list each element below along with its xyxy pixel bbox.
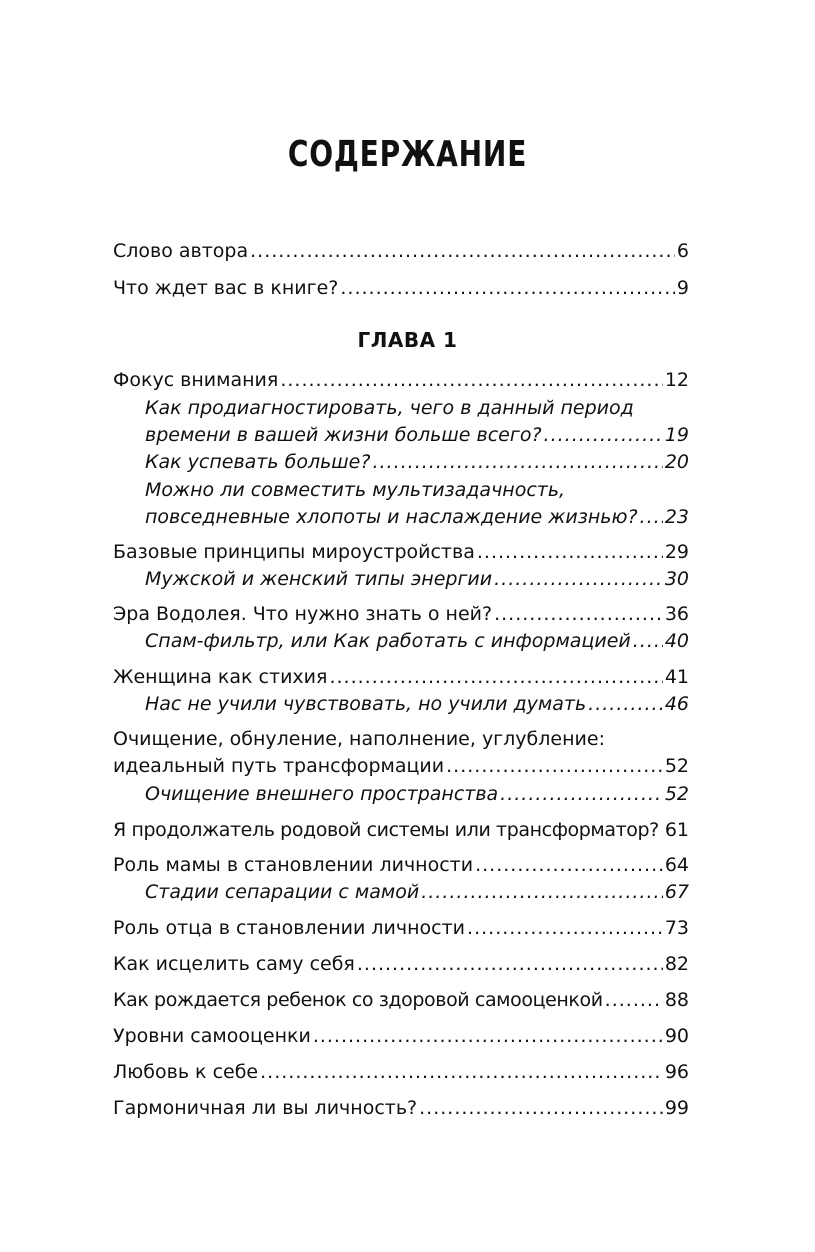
- dot-leader: [260, 1059, 663, 1086]
- entry-page: 52: [664, 755, 689, 777]
- entry-title: Спам-фильтр, или Как работать с информацией: [145, 630, 631, 652]
- dot-leader: [494, 601, 663, 628]
- entry-page: 46: [664, 693, 689, 715]
- entry-page: 82: [664, 953, 689, 975]
- dot-leader: [633, 628, 663, 655]
- entry-page: 30: [664, 568, 689, 590]
- entry-title: времени в вашей жизни больше всего?: [145, 424, 542, 446]
- dot-leader: [605, 987, 663, 1014]
- entry-title: Мужской и женский типы энергии: [145, 568, 493, 590]
- dot-leader: [329, 664, 662, 691]
- toc-entry[interactable]: [113, 601, 689, 628]
- entry-page: 64: [664, 854, 689, 876]
- entry-title: Женщина как стихия: [113, 666, 328, 688]
- toc-entry[interactable]: [113, 1059, 689, 1086]
- entry-title: идеальный путь трансформации: [113, 755, 445, 777]
- dot-leader: [494, 566, 663, 593]
- entry-title: Стадии сепарации с мамой: [145, 881, 420, 903]
- entry-title: Фокус внимания: [113, 369, 279, 391]
- dot-leader: [467, 915, 663, 942]
- toc-entry[interactable]: [113, 987, 689, 1014]
- toc-entry[interactable]: [113, 1023, 689, 1050]
- entry-page: 23: [664, 506, 689, 528]
- toc-subentry[interactable]: [145, 781, 689, 808]
- entry-page: 12: [664, 369, 689, 391]
- entry-title: Как успевать больше?: [145, 451, 371, 473]
- dot-leader: [475, 852, 663, 879]
- entry-page: 96: [664, 1061, 689, 1083]
- dot-leader: [544, 422, 663, 449]
- entry-page: 90: [664, 1025, 689, 1047]
- entry-title: Гармоничная ли вы личность?: [113, 1097, 418, 1119]
- toc-entry[interactable]: [113, 238, 689, 265]
- entry-title: Роль мамы в становлении личности: [113, 854, 474, 876]
- toc-entry[interactable]: [113, 951, 689, 978]
- dot-leader: [500, 781, 663, 808]
- toc-entry[interactable]: [113, 1095, 689, 1122]
- dot-leader: [640, 504, 663, 531]
- toc-entry[interactable]: [113, 275, 689, 302]
- toc-entry[interactable]: [113, 726, 689, 780]
- entry-title: Роль отца в становлении личности: [113, 917, 466, 939]
- entry-page: 61: [664, 819, 689, 841]
- entry-title: повседневные хлопоты и наслаждение жизнью?: [145, 506, 638, 528]
- dot-leader: [477, 539, 663, 566]
- entry-title: Базовые принципы мироустройства: [113, 541, 475, 563]
- toc-entry[interactable]: [113, 817, 689, 844]
- toc-subentry[interactable]: [145, 395, 689, 449]
- entry-page: 73: [664, 917, 689, 939]
- dot-leader: [280, 367, 662, 394]
- entry-title: Нас не учили чувствовать, но учили думать: [145, 693, 587, 715]
- toc-entry[interactable]: [113, 852, 689, 879]
- toc-entry[interactable]: [113, 664, 689, 691]
- entry-title: Уровни самооценки: [113, 1025, 311, 1047]
- entry-title: Как исцелить саму себя: [113, 953, 355, 975]
- dot-leader: [661, 817, 663, 844]
- entry-page: 6: [676, 240, 689, 262]
- dot-leader: [419, 1095, 663, 1122]
- toc-subentry[interactable]: [145, 449, 689, 476]
- dot-leader: [372, 449, 662, 476]
- chapter-heading: ГЛАВА 1: [357, 328, 458, 352]
- toc-subentry[interactable]: [145, 566, 689, 593]
- entry-page: 20: [664, 451, 689, 473]
- toc-subentry[interactable]: [145, 879, 689, 906]
- entry-title: Эра Водолея. Что нужно знать о ней?: [113, 603, 493, 625]
- entry-page: 41: [664, 666, 689, 688]
- toc-subentry[interactable]: [145, 628, 689, 655]
- dot-leader: [588, 691, 663, 718]
- entry-title: Любовь к себе: [113, 1061, 259, 1083]
- page-title: СОДЕРЖАНИЕ: [287, 134, 528, 175]
- toc-subentry[interactable]: [145, 477, 689, 531]
- entry-title: Что ждет вас в книге?: [113, 277, 339, 299]
- entry-title: Я продолжатель родовой системы или трансформатор?: [113, 819, 659, 841]
- dot-leader: [421, 879, 663, 906]
- entry-title-line1: Как продиагностировать, чего в данный период: [145, 397, 634, 419]
- toc-entry[interactable]: [113, 367, 689, 394]
- entry-page: 88: [664, 989, 689, 1011]
- entry-title: Очищение внешнего пространства: [145, 783, 499, 805]
- entry-page: 40: [664, 630, 689, 652]
- entry-page: 19: [664, 424, 689, 446]
- entry-page: 9: [676, 277, 689, 299]
- dot-leader: [313, 1023, 663, 1050]
- entry-page: 99: [664, 1097, 689, 1119]
- dot-leader: [446, 753, 663, 780]
- toc-entry[interactable]: [113, 915, 689, 942]
- dot-leader: [357, 951, 663, 978]
- entry-title-line1: Очищение, обнуление, наполнение, углубление:: [113, 728, 605, 750]
- entry-page: 67: [664, 881, 689, 903]
- entry-title-line1: Можно ли совместить мультизадачность,: [145, 479, 566, 501]
- entry-title: Как рождается ребенок со здоровой самооценкой: [113, 989, 603, 1011]
- toc-subentry[interactable]: [145, 691, 689, 718]
- dot-leader: [340, 275, 675, 302]
- entry-page: 36: [664, 603, 689, 625]
- entry-page: 52: [664, 783, 689, 805]
- dot-leader: [250, 238, 675, 265]
- toc-entry[interactable]: [113, 539, 689, 566]
- entry-title: Слово автора: [113, 240, 249, 262]
- entry-page: 29: [664, 541, 689, 563]
